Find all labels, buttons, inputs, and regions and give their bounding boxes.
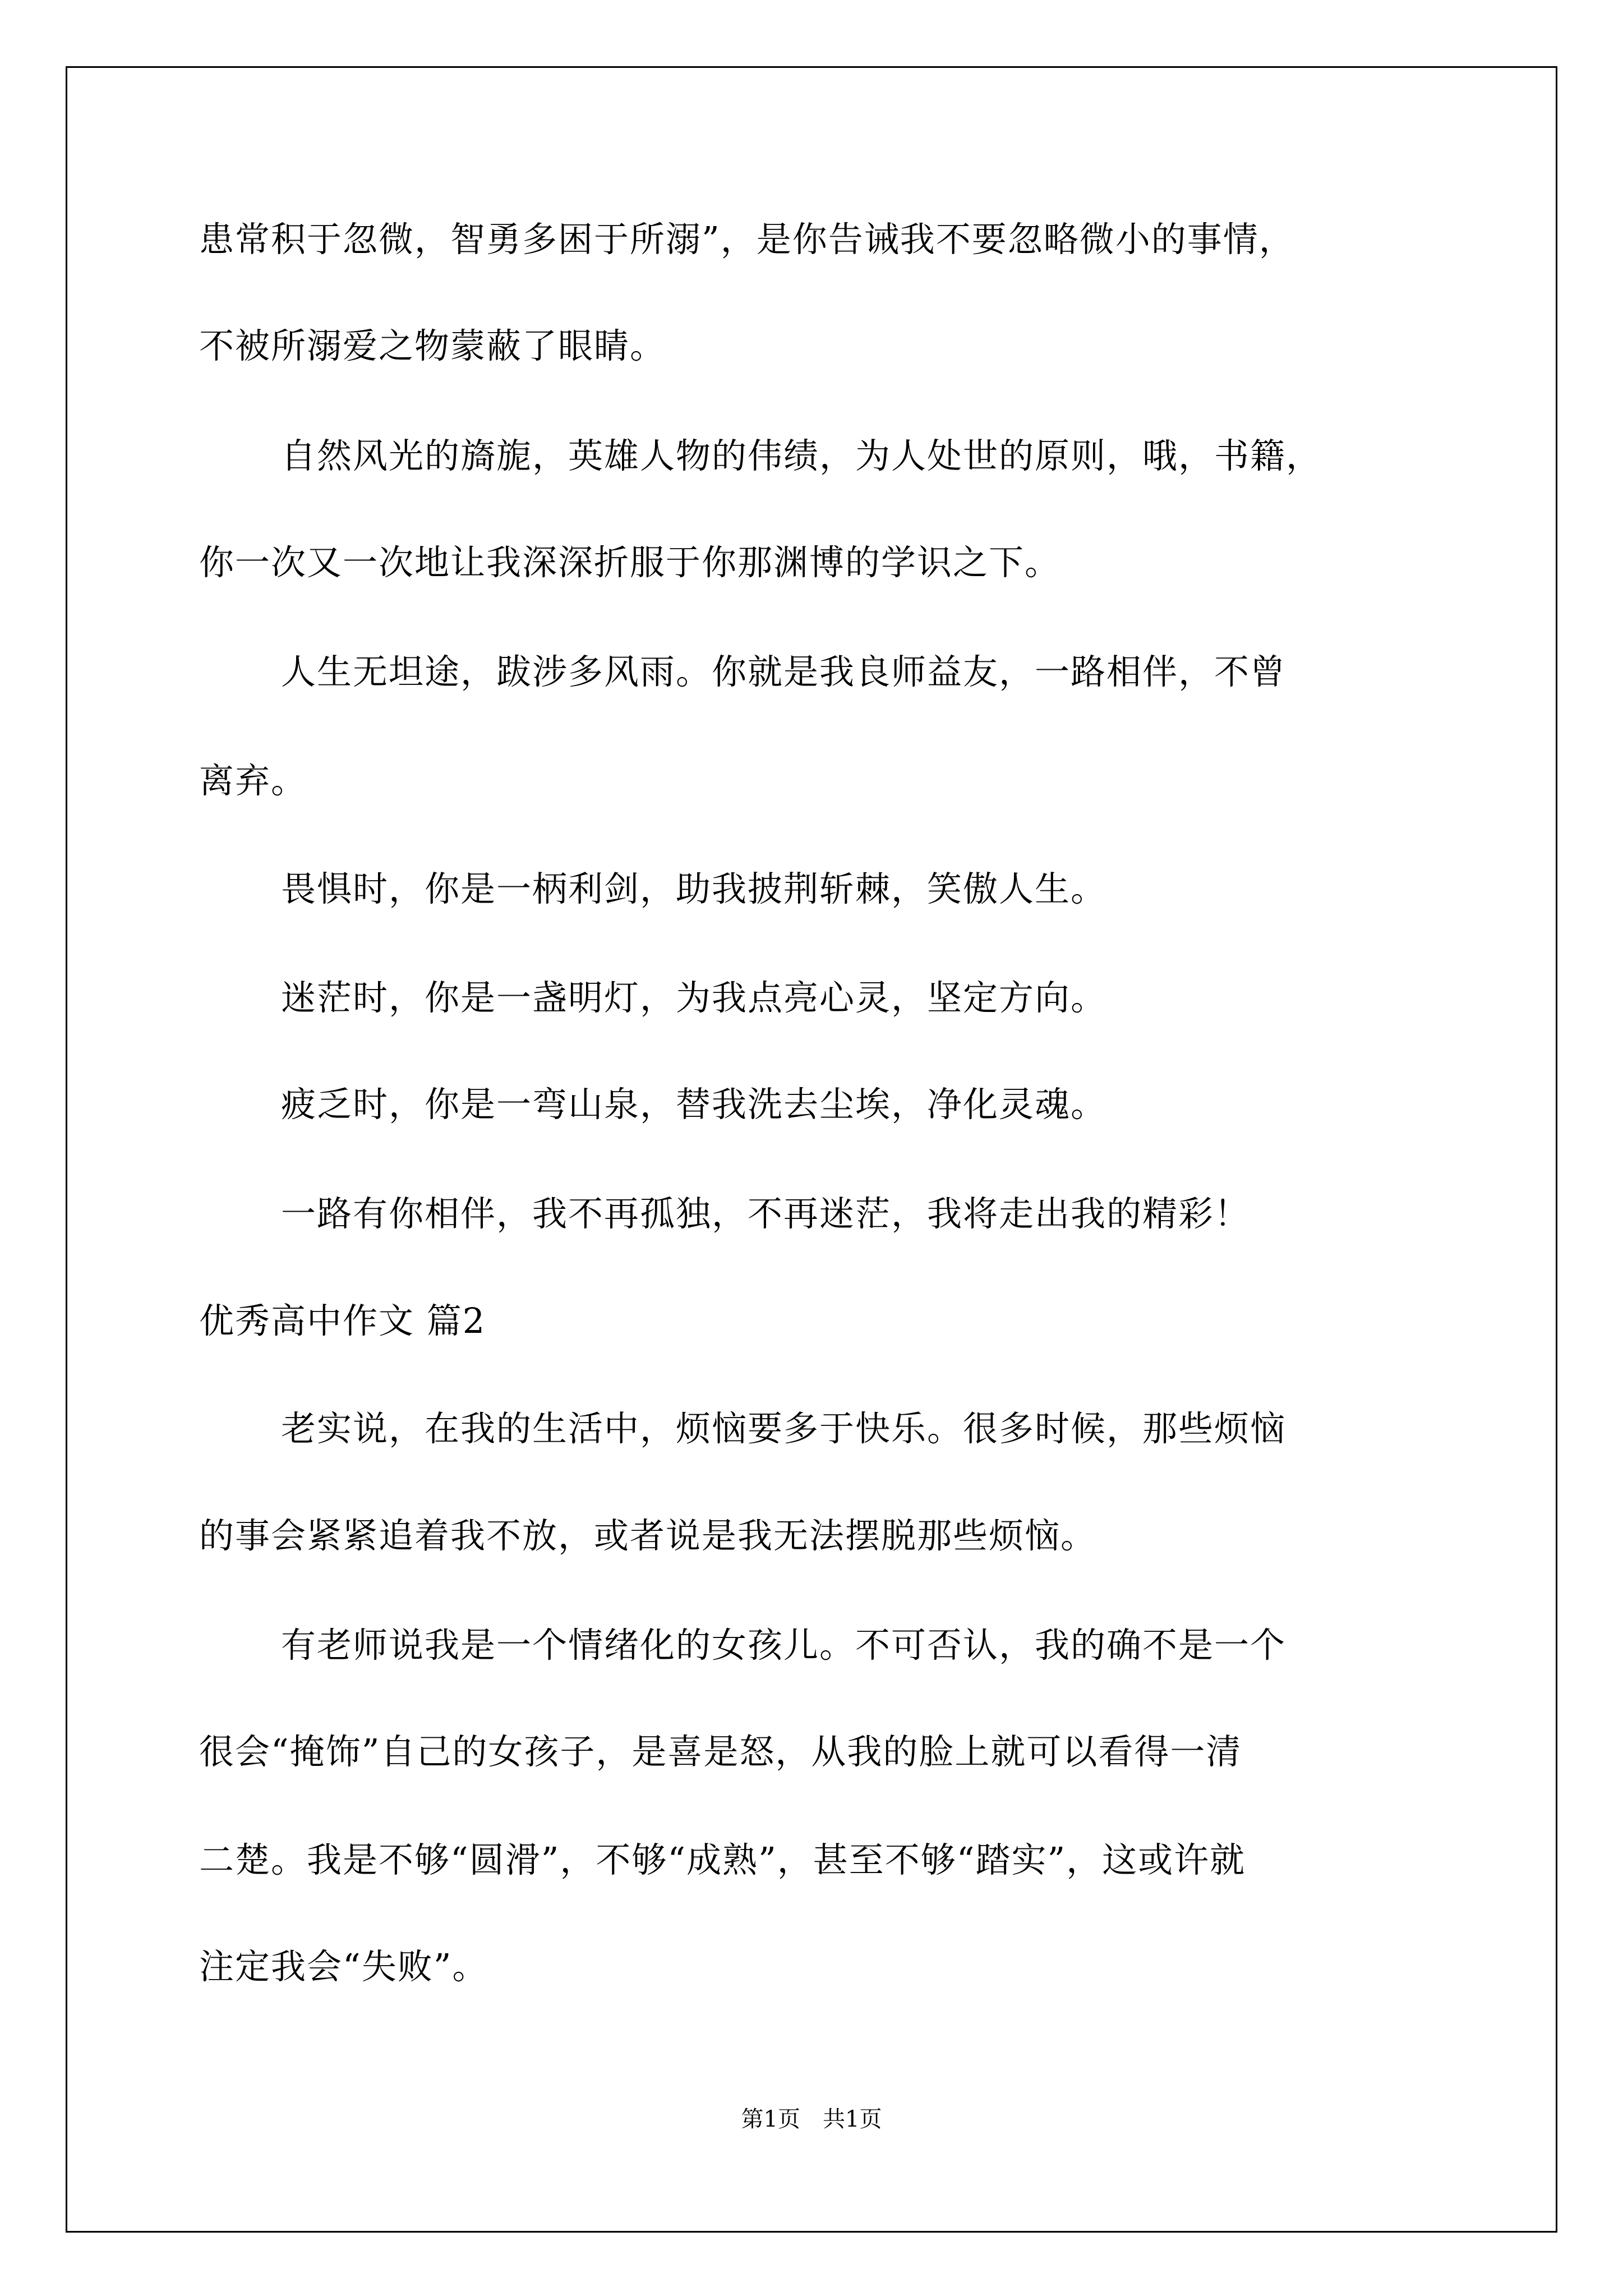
text-line: 你一次又一次地让我深深折服于你那渊博的学识之下。 [199,542,1061,583]
text-line: 的事会紧紧追着我不放，或者说是我无法摆脱那些烦恼。 [199,1515,1097,1556]
page-footer: 第1页 共1页 [741,2106,882,2132]
text-line: 老实说，在我的生活中，烦恼要多于快乐。很多时候，那些烦恼 [281,1408,1287,1449]
text-line: 一路有你相伴，我不再孤独，不再迷茫，我将走出我的精彩！ [281,1193,1251,1234]
text-line: 不被所溺爱之物蒙蔽了眼睛。 [199,325,666,366]
text-line: 很会“掩饰”自己的女孩子，是喜是怒，从我的脸上就可以看得一清 [199,1731,1242,1772]
text-line: 迷茫时，你是一盏明灯，为我点亮心灵，坚定方向。 [281,977,1107,1018]
text-line: 患常积于忽微，智勇多困于所溺”，是你告诫我不要忽略微小的事情， [199,219,1295,260]
section-heading: 优秀高中作文 篇2 [199,1300,486,1341]
text-line: 人生无坦途，跋涉多风雨。你就是我良师益友，一路相伴，不曾 [281,651,1287,692]
text-line: 有老师说我是一个情绪化的女孩儿。不可否认，我的确不是一个 [281,1625,1287,1665]
text-line: 离弃。 [199,760,307,801]
text-line: 疲乏时，你是一弯山泉，替我洗去尘埃，净化灵魂。 [281,1084,1107,1125]
text-line: 注定我会“失败”。 [199,1946,488,1987]
text-line: 自然风光的旖旎，英雄人物的伟绩，为人处世的原则，哦，书籍， [281,435,1322,476]
page-border [66,66,1557,2233]
text-line: 二楚。我是不够“圆滑”，不够“成熟”，甚至不够“踏实”，这或许就 [199,1839,1246,1880]
text-line: 畏惧时，你是一柄利剑，助我披荆斩棘，笑傲人生。 [281,868,1107,909]
